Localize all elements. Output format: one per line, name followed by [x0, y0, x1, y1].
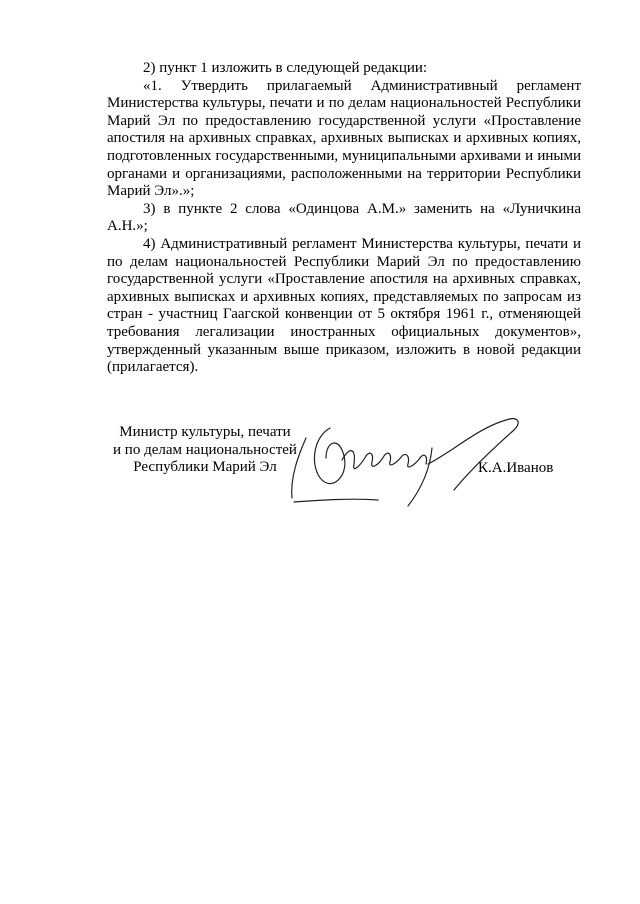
position-line-3: Республики Марий Эл [133, 459, 277, 476]
document-body [107, 60, 581, 377]
position-line-1: Министр культуры, печати [119, 424, 291, 440]
paragraph-item-2-content: «1. Утвердить прилагаемый Административный регламент Министерства культуры, печати и по делам национальностей Республики Марий Эл по предоставлению государственной услуги «Проставление апостиля на архивных справках, архивных выписках и архивных копиях, подготовленных государственными, муниципальными архивами и иными органами и организациями, расположенными на территории Республики Марий Эл».»; [107, 77, 581, 200]
paragraph-item-4: 4) Административный регламент Министерства культуры, печати и по делам национальностей Республики Марий Эл по предоставлению государственной услуги «Проставление апостиля на архивных справках, архивных выписках и архивных копиях, представляемых по запросам из стран - участниц Гаагской конвенции от 5 октября 1961 г., отменяющей требования легализации иностранных официальных документов», утвержденный указанным выше приказом, изложить в новой редакции (прилагается). [107, 235, 581, 376]
position-line-2: и по делам национальностей [113, 441, 297, 458]
signatory-position [100, 424, 310, 477]
signatory-name: К.А.Иванов [478, 460, 554, 476]
paragraph-item-2: 2) пункт 1 изложить в следующей редакции: [143, 60, 428, 76]
paragraph-item-3: 3) в пункте 2 слова «Одинцова А.М.» заменить на «Луничкина А.Н.»; [107, 200, 581, 235]
